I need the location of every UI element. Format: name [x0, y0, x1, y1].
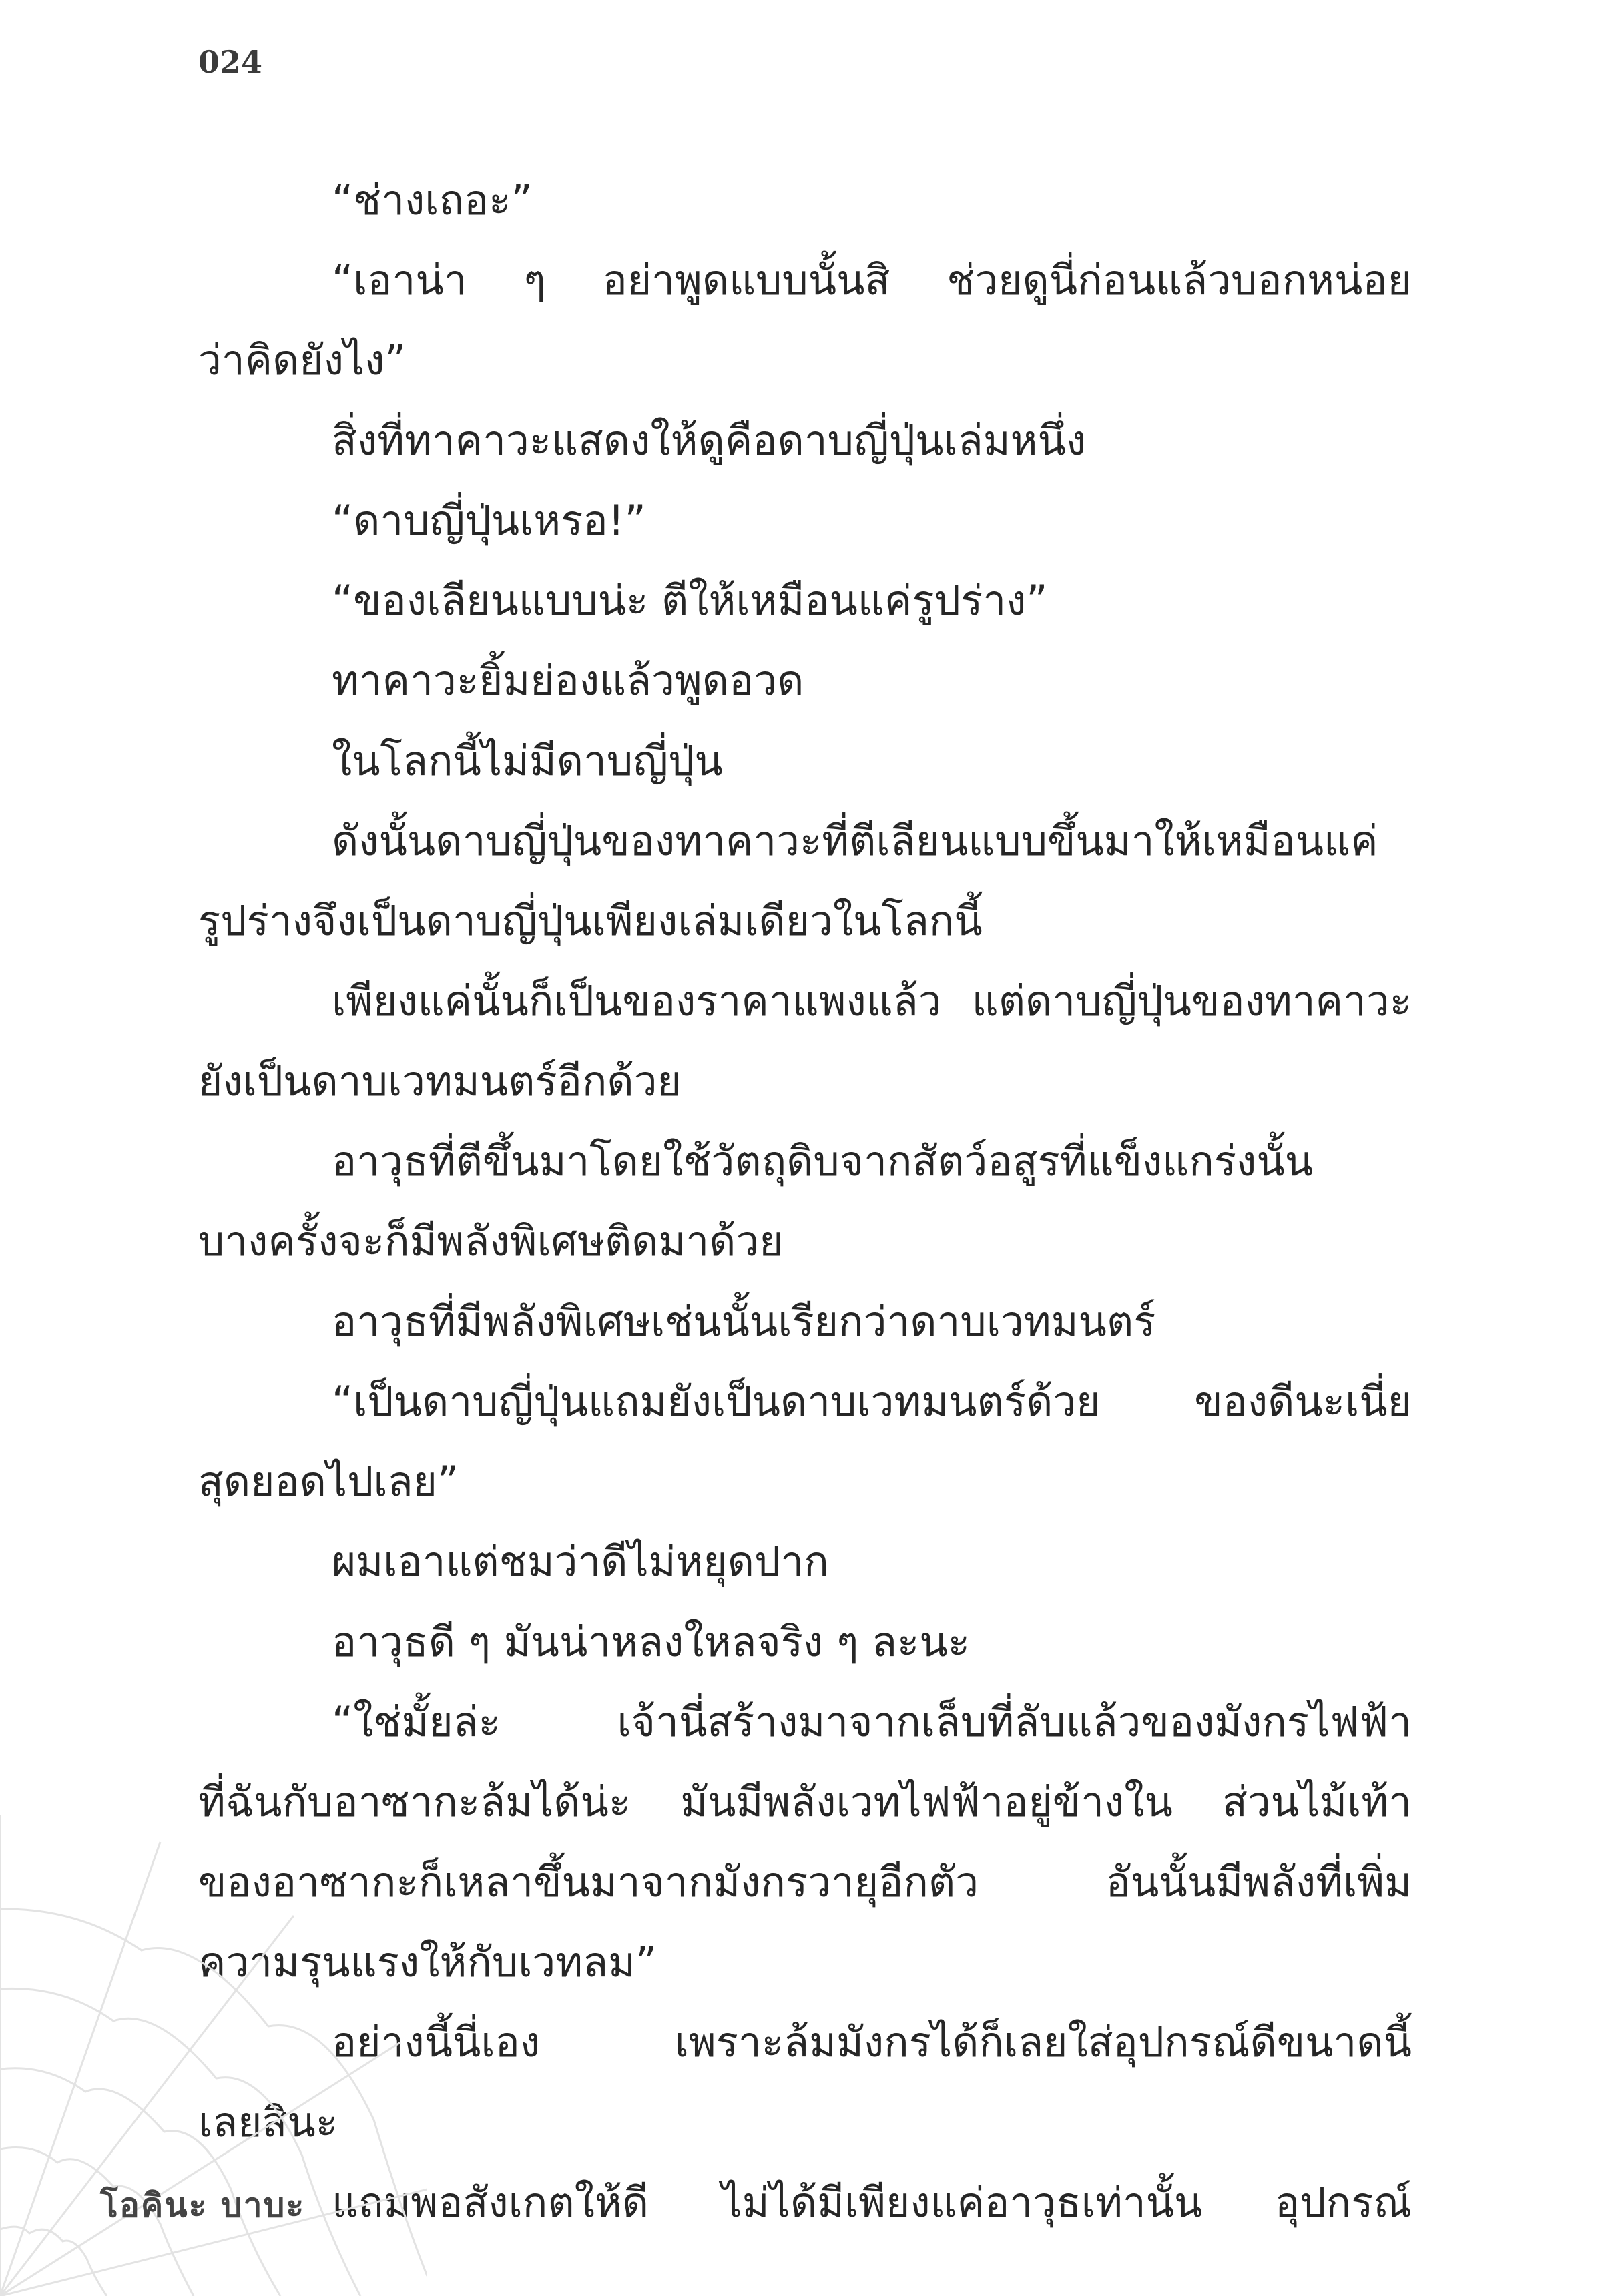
text-line: ผมเอาแต่ชมว่าดีไม่หยุดปาก [332, 1537, 829, 1586]
text-line: รูปร่างจึงเป็นดาบญี่ปุ่นเพียงเล่มเดียวในโลกนี้ [198, 896, 983, 945]
text-line: “ดาบญี่ปุ่นเหรอ!” [332, 496, 646, 545]
text-line: เลยสินะ [198, 2098, 338, 2146]
page-number: 024 [198, 44, 263, 80]
text-line: ทาคาวะยิ้มย่องแล้วพูดอวด [332, 656, 804, 705]
text-line: สุดยอดไปเลย” [198, 1457, 459, 1506]
text-line: แถมพอสังเกตให้ดี ไม่ได้มีเพียงแค่อาวุธเท่านั้น อุปกรณ์ [332, 2178, 1412, 2227]
text-line: “ใช่มั้ยล่ะ เจ้านี่สร้างมาจากเล็บที่ลับแล้วของมังกรไฟฟ้า [332, 1697, 1412, 1746]
text-line: อาวุธที่มีพลังพิเศษเช่นนั้นเรียกว่าดาบเวทมนตร์ [332, 1297, 1156, 1346]
text-line: อาวุธที่ตีขึ้นมาโดยใช้วัตถุดิบจากสัตว์อสูรที่แข็งแกร่งนั้น [332, 1137, 1314, 1185]
text-line: ที่ฉันกับอาซากะล้มได้น่ะ มันมีพลังเวทไฟฟ้าอยู่ข้างใน ส่วนไม้เท้า [198, 1777, 1412, 1826]
text-line: ดังนั้นดาบญี่ปุ่นของทาคาวะที่ตีเลียนแบบขึ้นมาให้เหมือนแค่ [332, 816, 1378, 865]
text-line: อย่างนี้นี่เอง เพราะล้มมังกรได้ก็เลยใส่อุปกรณ์ดีขนาดนี้ [332, 2018, 1412, 2066]
text-line: “ช่างเถอะ” [332, 176, 533, 224]
text-line: อาวุธดี ๆ มันน่าหลงใหลจริง ๆ ละนะ [332, 1617, 971, 1666]
text-line: สิ่งที่ทาคาวะแสดงให้ดูคือดาบญี่ปุ่นเล่มหนึ่ง [332, 416, 1087, 465]
text-line: ของอาซากะก็เหลาขึ้นมาจากมังกรวายุอีกตัว อันนั้นมีพลังที่เพิ่ม [198, 1857, 1412, 1906]
text-line: “ของเลียนแบบน่ะ ตีให้เหมือนแค่รูปร่าง” [332, 576, 1048, 625]
text-line: ความรุนแรงให้กับเวทลม” [198, 1938, 657, 1986]
text-line: บางครั้งจะก็มีพลังพิเศษติดมาด้วย [198, 1217, 784, 1265]
text-line: ยังเป็นดาบเวทมนตร์อีกด้วย [198, 1057, 682, 1105]
text-line: “เอาน่า ๆ อย่าพูดแบบนั้นสิ ช่วยดูนี่ก่อนแล้วบอกหน่อย [332, 256, 1412, 304]
author-logo: โอคินะ บาบะ [100, 2186, 306, 2225]
text-line: “เป็นดาบญี่ปุ่นแถมยังเป็นดาบเวทมนตร์ด้วย ของดีนะเนี่ย [332, 1377, 1412, 1426]
text-line: เพียงแค่นั้นก็เป็นของราคาแพงแล้ว แต่ดาบญี่ปุ่นของทาคาวะ [332, 976, 1412, 1025]
text-line: ในโลกนี้ไม่มีดาบญี่ปุ่น [332, 736, 723, 785]
text-line: ว่าคิดยังไง” [198, 336, 407, 384]
